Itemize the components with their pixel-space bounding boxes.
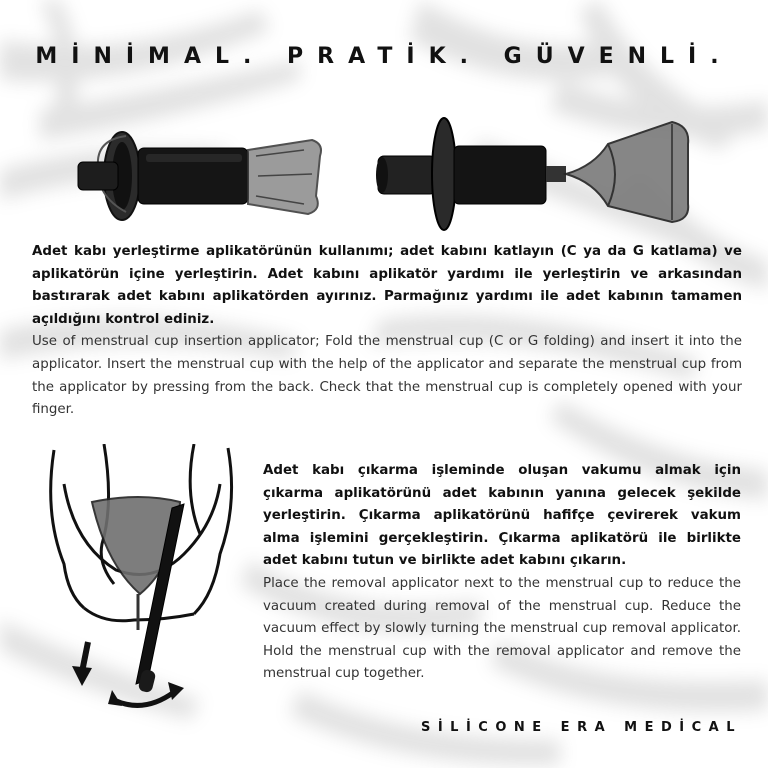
removal-applicator-body-illustration [44,444,238,712]
insertion-instructions [32,241,742,422]
page-title: MİNİMAL. PRATİK. GÜVENLİ. [35,44,733,69]
removal-instructions [263,460,741,686]
insertion-applicator-with-open-cup-image [372,114,694,234]
insertion-applicator-with-folded-cup-image [76,126,326,226]
brand-name: SİLİCONE ERA MEDİCAL [420,720,742,735]
insertion-instructions-english: Use of menstrual cup insertion applicator; Fold the menstrual cup (C or G folding) and insert it into the applicator. Insert the menstrual cup with the help of the applicator and separate the menstrual cup from the applicator by pressing from the back. Check that the menstrual cup is completely opened with your finger. [32,334,742,418]
removal-instructions-turkish: Adet kabı çıkarma işleminde oluşan vakumu almak için çıkarma aplikatörünü adet kabının yanına gelecek şekilde yerleştirin. Çıkarma aplikatörünü hafifçe çevirerek vakum alma işlemini gerçekleştirin. Çıkarma aplikatörü ile birlikte adet kabını tutun ve birlikte adet kabını çıkarın. [263,463,741,569]
insertion-instructions-turkish: Adet kabı yerleştirme aplikatörünün kullanımı; adet kabını katlayın (C ya da G katlama) ve aplikatörün içine yerleştirin. Adet kabını aplikatör yardımı ile yerleştirin ve arkasından bastırarak adet kabını aplikatörden ayırınız. Parmağınız yardımı ile adet kabının tamamen açıldığını kontrol ediniz. [32,244,742,327]
removal-instructions-english: Place the removal applicator next to the menstrual cup to reduce the vacuum created during removal of the menstrual cup. Reduce the vacuum effect by slowly turning the menstrual cup removal applicator. Hold the menstrual cup with the removal applicator and remove the menstrual cup together. [263,575,741,682]
